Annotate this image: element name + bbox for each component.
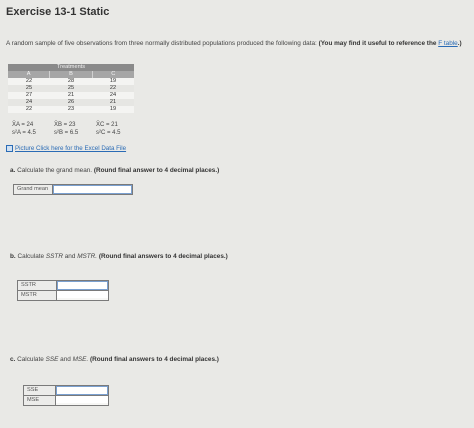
answer-row	[18, 281, 108, 291]
column-header-a: A	[8, 71, 50, 78]
sstr-input[interactable]	[57, 281, 108, 290]
treatments-table	[8, 64, 134, 113]
question-a-note: (Round final answer to 4 decimal places.)	[93, 167, 220, 174]
mse-label: MSE	[24, 396, 56, 405]
table-cell: 25	[25, 85, 33, 91]
table-cell: 27	[25, 92, 33, 98]
mstr-label: MSTR	[18, 291, 57, 300]
table-column-headers	[8, 71, 134, 78]
table-cell: 19	[109, 78, 117, 84]
question-b-text-pre: Calculate	[17, 253, 45, 260]
intro-text: A random sample of five observations from three normally distributed populations produced the following data:	[6, 40, 317, 47]
question-c	[10, 356, 219, 363]
table-row	[8, 99, 134, 106]
intro-note-end: .)	[457, 40, 462, 47]
grand-mean-label: Grand mean	[14, 185, 53, 194]
question-c-mse: MSE.	[72, 356, 89, 363]
question-a	[10, 167, 219, 174]
picture-icon	[6, 145, 13, 152]
sse-input[interactable]	[56, 386, 108, 395]
intro-note: (You may find it useful to reference the	[318, 40, 437, 47]
mean-a: X̄A = 24	[12, 122, 34, 128]
column-header-c: C	[111, 71, 116, 77]
table-row	[8, 106, 134, 113]
question-b-text-mid: and	[64, 253, 76, 260]
question-b-sstr: SSTR	[45, 253, 63, 260]
question-c-text-mid: and	[60, 356, 71, 363]
question-b-note: (Round final answers to 4 decimal places.)	[98, 253, 228, 260]
excel-data-link-label: Picture Click here for the Excel Data File	[15, 145, 127, 153]
excel-data-link[interactable]	[6, 145, 126, 152]
variance-c: s²C = 4.5	[96, 130, 121, 136]
column-header-b: B	[50, 71, 92, 78]
problem-intro	[6, 40, 468, 48]
summary-statistics	[8, 121, 134, 137]
table-cell: 23	[67, 106, 75, 112]
sse-label: SSE	[24, 386, 56, 395]
variance-a: s²A = 4.5	[12, 130, 36, 136]
table-group-header: Treatments	[8, 64, 134, 71]
sstr-label: SSTR	[18, 281, 57, 290]
answer-table-a	[13, 184, 133, 195]
question-a-text: Calculate the grand mean.	[17, 167, 93, 174]
question-c-text-pre: Calculate	[17, 356, 44, 363]
mstr-input[interactable]	[57, 291, 108, 298]
answer-row	[18, 291, 108, 300]
table-cell: 24	[25, 99, 33, 105]
mean-c: X̄C = 21	[96, 122, 118, 128]
question-a-letter: a.	[10, 167, 16, 174]
question-b	[10, 253, 228, 260]
answer-row	[24, 396, 108, 405]
question-b-mstr: MSTR.	[77, 253, 98, 260]
answer-table-b	[17, 280, 109, 301]
table-cell: 26	[67, 99, 75, 105]
table-cell: 21	[109, 99, 117, 105]
table-row	[8, 78, 134, 85]
f-table-link[interactable]: F table	[438, 40, 458, 47]
question-b-letter: b.	[10, 253, 16, 260]
table-cell: 19	[109, 106, 117, 112]
grand-mean-input[interactable]	[53, 185, 132, 194]
question-c-letter: c.	[10, 356, 16, 363]
means-row	[8, 121, 134, 129]
page-title: Exercise 13-1 Static	[6, 6, 110, 18]
mse-input[interactable]	[56, 396, 108, 403]
variances-row	[8, 129, 134, 137]
answer-table-c	[23, 385, 109, 406]
table-row	[8, 85, 134, 92]
table-cell: 22	[25, 106, 33, 112]
answer-row	[24, 386, 108, 396]
table-cell: 22	[25, 78, 33, 84]
question-c-sse: SSE	[45, 356, 59, 363]
table-cell: 25	[67, 85, 75, 91]
variance-b: s²B = 6.5	[54, 130, 79, 136]
table-cell: 22	[109, 85, 117, 91]
table-cell: 21	[67, 92, 75, 98]
table-row	[8, 92, 134, 99]
table-cell: 24	[109, 92, 117, 98]
table-cell: 28	[67, 78, 75, 84]
question-c-note: (Round final answers to 4 decimal places.)	[90, 356, 219, 363]
mean-b: X̄B = 23	[54, 122, 76, 128]
answer-row	[14, 185, 132, 194]
